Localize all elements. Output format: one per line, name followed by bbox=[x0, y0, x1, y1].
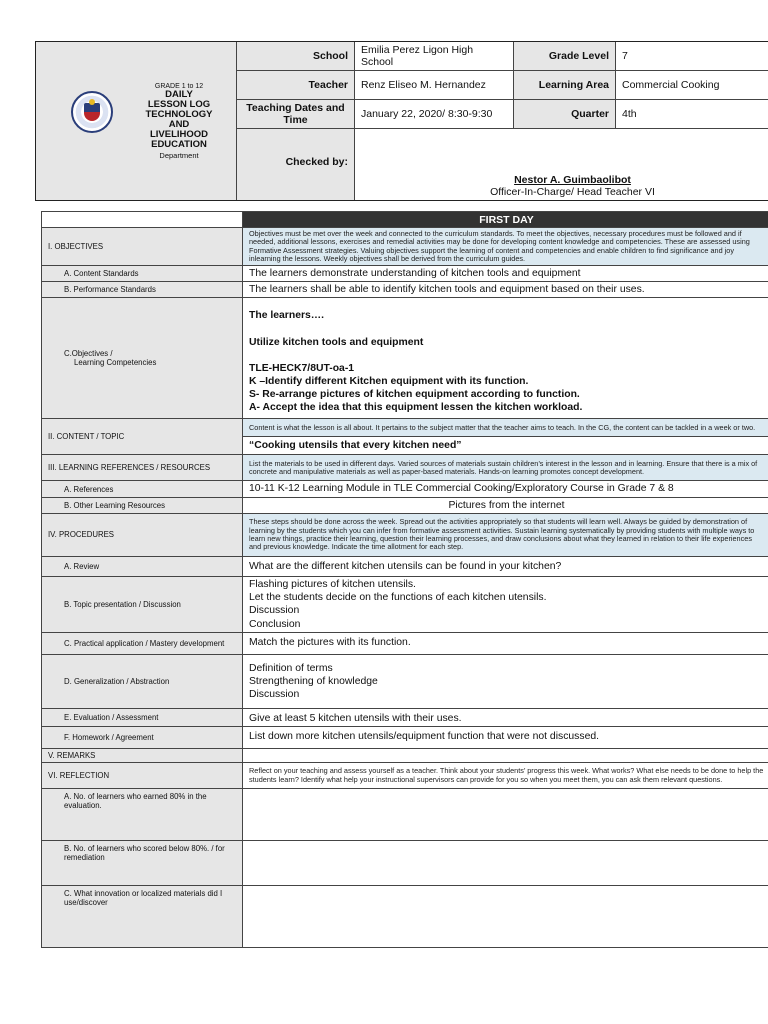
objectives-label: I. OBJECTIVES bbox=[42, 228, 243, 266]
deped-branding bbox=[36, 42, 237, 200]
competency-line: A- Accept the idea that this equipment lessen the kitchen workload. bbox=[249, 402, 583, 414]
competency-line: Utilize kitchen tools and equipment bbox=[249, 336, 424, 348]
generalization-line: Discussion bbox=[249, 688, 300, 700]
competency-line: TLE-HECK7/8UT-oa-1 bbox=[249, 362, 355, 374]
references-value: 10-11 K-12 Learning Module in TLE Commercial Cooking/Exploratory Course in Grade 7 & 8 bbox=[243, 481, 768, 497]
reflection-c-value bbox=[243, 886, 768, 948]
learning-competencies-label bbox=[42, 298, 243, 419]
header-info-grid bbox=[237, 42, 768, 200]
grade-level-value: 7 bbox=[616, 42, 768, 71]
lesson-log-header bbox=[35, 41, 768, 201]
homework-label: F. Homework / Agreement bbox=[42, 727, 243, 749]
evaluation-value: Give at least 5 kitchen utensils with their uses. bbox=[243, 708, 768, 726]
generalization-label: D. Generalization / Abstraction bbox=[42, 654, 243, 708]
reflection-b-label: B. No. of learners who scored below 80%. / for remediation bbox=[42, 841, 243, 886]
topic-presentation-value bbox=[243, 576, 768, 632]
learning-area-label: Learning Area bbox=[514, 71, 616, 100]
reflection-label: VI. REFLECTION bbox=[42, 763, 243, 789]
learning-resources-label: III. LEARNING REFERENCES / RESOURCES bbox=[42, 455, 243, 481]
learning-competencies-value bbox=[243, 298, 768, 419]
log-title-line: AND bbox=[168, 119, 190, 130]
competency-line: K –Identify different Kitchen equipment with its function. bbox=[249, 375, 529, 387]
checker-name: Nestor A. Guimbaolibot bbox=[514, 174, 631, 186]
checked-by-signatory bbox=[355, 129, 768, 200]
performance-standards-label: B. Performance Standards bbox=[42, 282, 243, 298]
teacher-label: Teacher bbox=[237, 71, 355, 100]
content-topic-value: “Cooking utensils that every kitchen need” bbox=[243, 437, 768, 455]
topic-line: Let the students decide on the functions of each kitchen utensils. bbox=[249, 592, 547, 604]
school-label: School bbox=[237, 42, 355, 71]
reflection-a-value bbox=[243, 789, 768, 841]
daily-lesson-log-table bbox=[41, 211, 768, 948]
quarter-label: Quarter bbox=[514, 100, 616, 129]
reflection-note: Reflect on your teaching and assess yourself as a teacher. Think about your students’ progress this week. What works? What else needs to be done to help the students learn? Identify what help your instructional supervisors can provide for you so when you meet them, you can ask them relevant questions. bbox=[243, 763, 768, 789]
review-label: A. Review bbox=[42, 556, 243, 576]
grade-range: GRADE 1 to 12 bbox=[154, 83, 204, 90]
learning-area-value: Commercial Cooking bbox=[616, 71, 768, 100]
generalization-value bbox=[243, 654, 768, 708]
log-title-block bbox=[114, 83, 244, 160]
reflection-a-label: A. No. of learners who earned 80% in the evaluation. bbox=[42, 789, 243, 841]
deped-seal-icon bbox=[71, 91, 113, 133]
remarks-value bbox=[243, 749, 768, 763]
content-topic-label: II. CONTENT / TOPIC bbox=[42, 419, 243, 455]
evaluation-label: E. Evaluation / Assessment bbox=[42, 708, 243, 726]
practical-application-value: Match the pictures with its function. bbox=[243, 632, 768, 654]
teaching-dates-value: January 22, 2020/ 8:30-9:30 bbox=[355, 100, 514, 129]
department-label: Department bbox=[159, 151, 199, 160]
log-title-line: EDUCATION bbox=[151, 139, 207, 150]
other-resources-label: B. Other Learning Resources bbox=[42, 497, 243, 513]
resources-note: List the materials to be used in different days. Varied sources of materials sustain children’s interest in the lesson and in learning. Ensure that there is a mix of concrete and manipulative materials as well as paper-based materials. Hands-on learning promotes concept development. bbox=[243, 455, 768, 481]
competencies-label-line: C.Objectives / bbox=[64, 349, 113, 359]
day-header: FIRST DAY bbox=[243, 212, 768, 228]
log-title-line: TECHNOLOGY bbox=[145, 109, 213, 120]
checked-by-label: Checked by: bbox=[237, 129, 355, 200]
procedures-label: IV. PROCEDURES bbox=[42, 513, 243, 556]
content-note: Content is what the lesson is all about. It pertains to the subject matter that the teacher aims to teach. In the CG, the content can be tackled in a week or two. bbox=[243, 419, 768, 437]
topic-line: Flashing pictures of kitchen utensils. bbox=[249, 578, 416, 590]
grade-level-label: Grade Level bbox=[514, 42, 616, 71]
checker-title: Officer-In-Charge/ Head Teacher VI bbox=[490, 186, 655, 198]
competency-line: S- Re-arrange pictures of kitchen equipment according to function. bbox=[249, 389, 580, 401]
procedures-note: These steps should be done across the week. Spread out the activities appropriately so that students will learn well. Always be guided by demonstration of learning by the students which you can infer from formative assessment activities. Sustain learning systematically by providing students with multiple ways to learn new things, practice their learning, question their learning processes, and draw conclusions about what they learned in relation to their life experiences and previous knowledge. Indicate the time allotment for each step. bbox=[243, 513, 768, 556]
topic-line: Conclusion bbox=[249, 618, 301, 630]
teacher-value: Renz Eliseo M. Hernandez bbox=[355, 71, 514, 100]
other-resources-value: Pictures from the internet bbox=[243, 497, 768, 513]
objectives-note: Objectives must be met over the week and connected to the curriculum standards. To meet the objectives, necessary procedures must be followed and if needed, additional lessons, exercises and remedial activities may be done for developing content knowledge and competencies. These are assessed using Formative Assessment strategies. Valuing objectives support the learning of content and competencies and enable children to find significance and joy inlearning the lessons. Weekly objectives shall be derived from the curriculum guides. bbox=[243, 228, 768, 266]
teaching-dates-label: Teaching Dates and Time bbox=[237, 100, 355, 129]
school-value: Emilia Perez Ligon High School bbox=[355, 42, 514, 71]
topic-line: Discussion bbox=[249, 605, 300, 617]
content-standards-label: A. Content Standards bbox=[42, 266, 243, 282]
log-title-line: DAILY bbox=[165, 89, 193, 100]
log-title-line: LIVELIHOOD bbox=[149, 129, 209, 140]
review-value: What are the different kitchen utensils can be found in your kitchen? bbox=[243, 556, 768, 576]
quarter-value: 4th bbox=[616, 100, 768, 129]
references-label: A. References bbox=[42, 481, 243, 497]
reflection-b-value bbox=[243, 841, 768, 886]
reflection-c-label: C. What innovation or localized materials did I use/discover bbox=[42, 886, 243, 948]
homework-value: List down more kitchen utensils/equipment function that were not discussed. bbox=[243, 727, 768, 749]
competencies-label-line: Learning Competencies bbox=[74, 358, 157, 368]
competency-line: The learners…. bbox=[249, 310, 325, 322]
topic-presentation-label: B. Topic presentation / Discussion bbox=[42, 576, 243, 632]
generalization-line: Definition of terms bbox=[249, 662, 333, 674]
remarks-label: V. REMARKS bbox=[42, 749, 243, 763]
content-standards-value: The learners demonstrate understanding of kitchen tools and equipment bbox=[243, 266, 768, 282]
generalization-line: Strengthening of knowledge bbox=[249, 675, 378, 687]
performance-standards-value: The learners shall be able to identify kitchen tools and equipment based on their uses. bbox=[243, 282, 768, 298]
practical-application-label: C. Practical application / Mastery development bbox=[42, 632, 243, 654]
log-title-line: LESSON LOG bbox=[147, 99, 211, 110]
